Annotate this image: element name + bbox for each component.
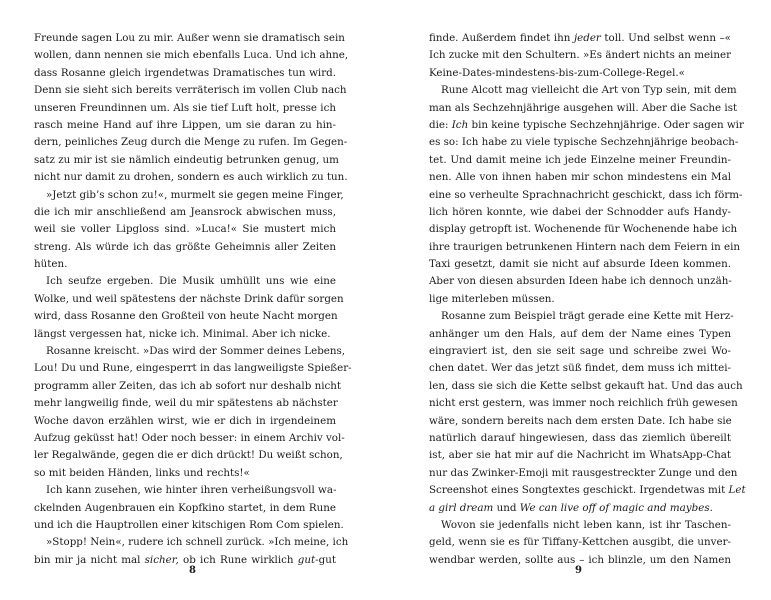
right-text-line: tet. Und damit meine ich jede Einzelne meiner Freundin- xyxy=(429,153,731,166)
right-text-line: Aber von diesen absurden Ideen habe ich dennoch unzäh- xyxy=(429,275,732,288)
right-text-line: nen. Alle von ihnen haben mir schon mindestens ein Mal xyxy=(429,171,731,184)
right-text-line: a girl dream und We can live off of magic and maybes. xyxy=(429,501,713,514)
left-text-line: Ich kann zusehen, wie hinter ihren verheißungsvoll wa- xyxy=(46,484,337,497)
left-text-line: die ich mir anschließend am Jeansrock abwischen muss, xyxy=(34,205,336,218)
left-text-line: ckelnden Augenbrauen ein Kopfkino startet, in dem Rune xyxy=(34,501,336,514)
right-text-line: Ich zucke mit den Schultern. »Es ändert nichts an meiner xyxy=(429,49,731,62)
right-page-number: 9 xyxy=(575,565,582,576)
right-text-line: ist, aber sie hat mir auf die Nachricht im WhatsApp-Chat xyxy=(429,449,731,462)
left-text-line: dern, peinliches Zeug durch die Menge zu rufen. Im Gegen- xyxy=(34,136,348,149)
right-text-line: geld, wenn sie es für Tiffany-Kettchen ausgibt, die unver- xyxy=(429,536,731,549)
left-page-number: 8 xyxy=(189,565,196,576)
right-text-line: es so: Ich habe zu viele typische Sechzehnjährige beobach- xyxy=(429,136,739,149)
left-text-line: nicht nur damit zu drohen, sondern es auch wirklich zu tun. xyxy=(34,171,348,184)
left-text-line: Woche davon erzählen wirst, wie er dich in irgendeinem xyxy=(34,414,336,427)
right-text-line: len, dass sie sich die Kette selbst gekauft hat. Und das auch xyxy=(429,379,743,392)
right-text-line: lich hören konnte, wie dabei der Schnodder aufs Handy- xyxy=(429,205,731,218)
left-text-line: rasch meine Hand auf ihre Lippen, um sie daran zu hin- xyxy=(34,118,336,131)
left-text-line: längst vergessen hat, nicke ich. Minimal. Aber ich nicke. xyxy=(34,327,331,340)
left-text-line: Aufzug geküsst hat! Oder noch besser: in einem Archiv vol- xyxy=(34,431,345,444)
right-text-line: display getropft ist. Wochenende für Wochenende habe ich xyxy=(429,223,738,236)
left-text-line: programm aller Zeiten, das ich ab sofort nur deshalb nicht xyxy=(34,379,342,392)
left-text-line: ler Regalwände, gegen die er dich drückt! Du weißt schon, xyxy=(34,449,343,462)
left-text-line: Wolke, und weil spätestens der nächste Drink dafür sorgen xyxy=(34,292,344,305)
right-text-line: natürlich darauf hingewiesen, dass das ziemlich übereilt xyxy=(429,431,731,444)
right-text-line: Keine-Dates-mindestens-bis-zum-College-Regel.« xyxy=(429,66,685,79)
right-text-line: anhänger um den Hals, auf dem der Name eines Typen xyxy=(429,327,731,340)
right-text-line: man als Sechzehnjährige ausgehen will. Aber die Sache ist xyxy=(429,101,738,114)
right-page-text xyxy=(429,30,746,569)
right-text-line: eingraviert ist, den sie seit sage und schreibe zwei Wo- xyxy=(429,345,731,358)
right-text-line: nicht erst gestern, was immer noch reichlich früh gewesen xyxy=(429,397,738,410)
left-text-line: wird, dass Rosanne den Großteil von heute Nacht morgen xyxy=(34,310,338,323)
left-text-line: streng. Als würde ich das größte Geheimnis aller Zeiten xyxy=(34,240,336,253)
left-text-line: so mit beiden Händen, links und rechts!« xyxy=(34,466,250,479)
left-text-line: mehr langweilig finde, weil du mir spätestens ab nächster xyxy=(34,397,338,410)
right-text-line: Rosanne zum Beispiel trägt gerade eine Kette mit Herz- xyxy=(441,310,734,323)
left-page xyxy=(0,0,385,600)
left-text-line: satz zu mir ist sie nämlich eindeutig betrunken genug, um xyxy=(34,153,339,166)
left-page-text xyxy=(34,30,352,569)
right-text-line: wendbar werden, sollte aus – ich blinzle, um den Namen xyxy=(429,553,731,566)
right-text-line: ihre traurigen betrunkenen Hintern nach dem Feiern in ein xyxy=(429,240,741,253)
left-text-line: wollen, dann nennen sie mich ebenfalls Luca. Und ich ahne, xyxy=(34,49,349,62)
right-page xyxy=(386,0,771,600)
right-text-line: die: Ich bin keine typische Sechzehnjährige. Oder sagen wir xyxy=(429,118,744,131)
left-text-line: hüten. xyxy=(34,258,68,271)
right-text-line: nur das Zwinker-Emoji mit rausgestreckter Zunge und den xyxy=(429,466,738,479)
right-text-line: Rune Alcott mag vielleicht die Art von Typ sein, mit dem xyxy=(441,84,737,97)
left-text-line: »Stopp! Nein«, rudere ich schnell zurück. »Ich meine, ich xyxy=(46,536,349,549)
left-text-line: bin mir ja nicht mal sicher, ob ich Rune wirklich gut-gut xyxy=(34,553,336,566)
right-text-line: finde. Außerdem findet ihn jeder toll. Und selbst wenn –« xyxy=(429,32,731,44)
right-text-line: Screenshot eines Songtextes geschickt. Irgendetwas mit Let xyxy=(429,484,746,497)
right-text-line: Wovon sie jedenfalls nicht leben kann, ist ihr Taschen- xyxy=(441,518,731,531)
left-text-line: Denn sie sieht sich bereits verräterisch im vollen Club nach xyxy=(34,84,347,97)
left-text-line: Rosanne kreischt. »Das wird der Sommer deines Lebens, xyxy=(46,345,346,358)
left-text-line: unseren Freundinnen um. Als sie tief Luft holt, presse ich xyxy=(34,101,336,114)
right-text-line: eine so verheulte Sprachnachricht geschickt, dass ich förm- xyxy=(429,188,743,201)
right-text-line: chen datet. Wer das jetzt süß findet, dem muss ich mittei- xyxy=(429,362,731,375)
left-text-line: Freunde sagen Lou zu mir. Außer wenn sie dramatisch sein xyxy=(34,32,345,44)
right-text-line: Taxi gesetzt, damit sie nicht auf absurde Ideen kommen. xyxy=(429,258,731,271)
left-text-line: weil sie voller Lipgloss sind. »Luca!« Sie mustert mich xyxy=(34,223,336,236)
left-text-line: und ich die Hauptrollen einer kitschigen Rom Com spielen. xyxy=(34,518,344,531)
left-text-line: Lou! Du und Rune, eingesperrt in das langweiligste Spießer- xyxy=(34,362,352,375)
right-text-line: lige miterleben müssen. xyxy=(429,292,555,305)
left-text-line: »Jetzt gib’s schon zu!«, murmelt sie gegen meine Finger, xyxy=(46,188,344,201)
left-text-line: Ich seufze ergeben. Die Musik umhüllt uns wie eine xyxy=(46,275,336,288)
left-text-line: dass Rosanne gleich irgendetwas Dramatisches tun wird. xyxy=(34,66,336,79)
right-text-line: wäre, sondern bereits nach dem ersten Date. Ich habe sie xyxy=(429,414,732,427)
